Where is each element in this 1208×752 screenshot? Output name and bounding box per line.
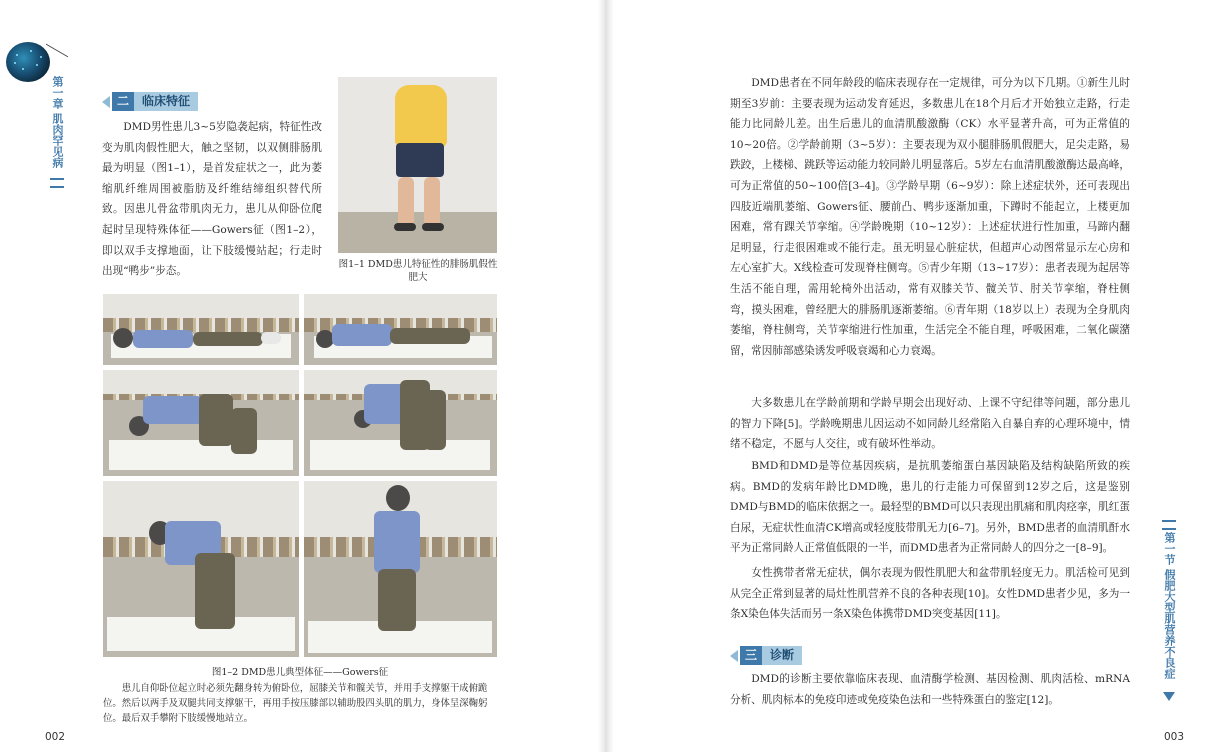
figure-1-2-caption: 图1–2 DMD患儿典型体征——Gowers征 (211, 667, 389, 678)
section-title: 诊断 (762, 646, 802, 665)
tab-down-arrow-icon (1163, 692, 1175, 701)
page-number-left: 002 (45, 731, 66, 743)
chapter-deco-lines (46, 44, 68, 80)
gowers-photo-4 (304, 370, 497, 476)
chapter-tab: 第一章 肌肉罕见病 (51, 76, 64, 168)
gowers-photo-5 (103, 481, 299, 657)
figure-1-1-photo (338, 77, 497, 253)
section-title: 临床特征 (134, 92, 198, 111)
section-arrow-icon (102, 96, 110, 108)
paragraph-behavior: 大多数患儿在学龄前期和学龄早期会出现好动、上课不守纪律等问题，部分患儿的智力下降[5]。学龄晚期患儿因运动不如同龄儿经常陷入自暴自弃的心理环境中，情绪不稳定，不愿与人交往，或有破坏性举动。 (730, 397, 1130, 451)
section-heading-diagnosis (730, 646, 802, 665)
gowers-photo-6 (304, 481, 497, 657)
gowers-photo-1 (103, 294, 299, 365)
chapter-emblem-icon (6, 42, 50, 82)
left-page (0, 0, 600, 752)
section-heading-clinical (102, 92, 198, 111)
chapter-tab-bars (50, 178, 64, 188)
section-tab: 第一节 假肥大型肌营养不良症 (1163, 532, 1176, 679)
section-number: 二 (112, 92, 134, 111)
right-page (608, 0, 1208, 752)
section-arrow-icon (730, 650, 738, 662)
paragraph-stages: DMD患者在不同年龄段的临床表现存在一定规律，可分为以下几期。①新生儿时期至3岁前：主要表现为运动发育延迟，多数患儿在18个月后才开始独立走路，行走能力比同龄儿差。出生后患儿的血清肌酸激酶（CK）水平显著升高，可为正常值的10~20倍。②学龄前期（3~5岁）：主要表现为双小腿腓肠肌假肥大，足尖走路，易跌跤，上楼梯、跳跃等运动能力较同龄儿明显落后。5岁左右血清肌酸激酶达最高峰，可为正常值的50~100倍[3–4]。③学龄早期（6~9岁）：除上述症状外，还可表现出四肢近端肌萎缩、Gowers征、腰前凸、鸭步逐渐加重，下蹲时不能起立，上楼更加困难，常有踝关节挛缩。④学龄晚期（10~12岁）：上述症状进行性加重，马蹄内翻足明显，行走很困难或不能行走。虽无明显心脏症状，但超声心动图常显示左心房和左心室扩大。X线检查可发现脊柱侧弯。⑤青少年期（13~17岁）：患者表现为起居等生活不能自理，需用轮椅外出活动，常有双膝关节、髋关节、肘关节挛缩，脊柱侧弯，摸头困难，曾经肥大的腓肠肌逐渐萎缩。⑥青年期（18岁以上）表现为全身肌肉萎缩，脊柱侧弯，关节挛缩进行性加重，生活完全不能自理，呼吸困难，二氧化碳潴留，常因肺部感染诱发呼吸衰竭和心力衰竭。 (730, 77, 1130, 357)
gowers-photo-2 (304, 294, 497, 365)
section-tab-bars (1162, 520, 1176, 530)
gowers-photo-3 (103, 370, 299, 476)
section-number: 三 (740, 646, 762, 665)
intro-paragraph: DMD男性患儿3~5岁隐袭起病，特征性改变为肌肉假性肥大，触之坚韧，以双侧腓肠肌最为明显（图1–1），是首发症状之一，此为萎缩肌纤维周围被脂肪及纤维结缔组织替代所致。因患儿骨盆带肌肉无力，患儿从仰卧位爬起时呈现特殊体征——Gowers征（图1–2），即以双手支撑地面，让下肢缓慢站起；行走时出现“鸭步”步态。 (102, 121, 322, 278)
figure-1-2-description: 患儿自仰卧位起立时必须先翻身转为俯卧位，屈膝关节和髋关节，并用手支撑躯干成俯跪位。然后以两手及双腿共同支撑躯干，再用手按压膝部以辅助股四头肌的肌力，身体呈深鞠躬位。最后双手攀附下肢缓慢地站立。 (103, 683, 488, 724)
paragraph-bmd: BMD和DMD是等位基因疾病，是抗肌萎缩蛋白基因缺陷及结构缺陷所致的疾病。BMD的发病年龄比DMD晚，患儿的行走能力可保留到12岁之后，这是鉴别DMD与BMD的临床依据之一。最轻型的BMD可以只表现出肌痛和肌肉痉挛，肌红蛋白尿，无症状性血清CK增高或轻度肢带肌无力[6–7]。另外，BMD患者的血清肌酐水平为正常同龄人正常值低限的一半，而DMD患者为正常同龄人的四分之一[8–9]。 (730, 460, 1130, 555)
paragraph-female-carriers: 女性携带者常无症状，偶尔表现为假性肌肥大和盆带肌轻度无力。肌活检可见到从完全正常到显著的局灶性肌营养不良的各种表现[10]。女性DMD患者少见，多为一条X染色体失活而另一条X染色体携带DMD突变基因[11]。 (730, 567, 1130, 621)
figure-1-1-caption: 图1–1 DMD患儿特征性的腓肠肌假性肥大 (338, 259, 498, 283)
page-number-right: 003 (1164, 731, 1185, 743)
paragraph-diagnosis: DMD的诊断主要依靠临床表现、血清酶学检测、基因检测、肌肉活检、mRNA分析、肌肉标本的免疫印迹或免疫染色法和一些特殊蛋白的鉴定[12]。 (730, 673, 1130, 706)
